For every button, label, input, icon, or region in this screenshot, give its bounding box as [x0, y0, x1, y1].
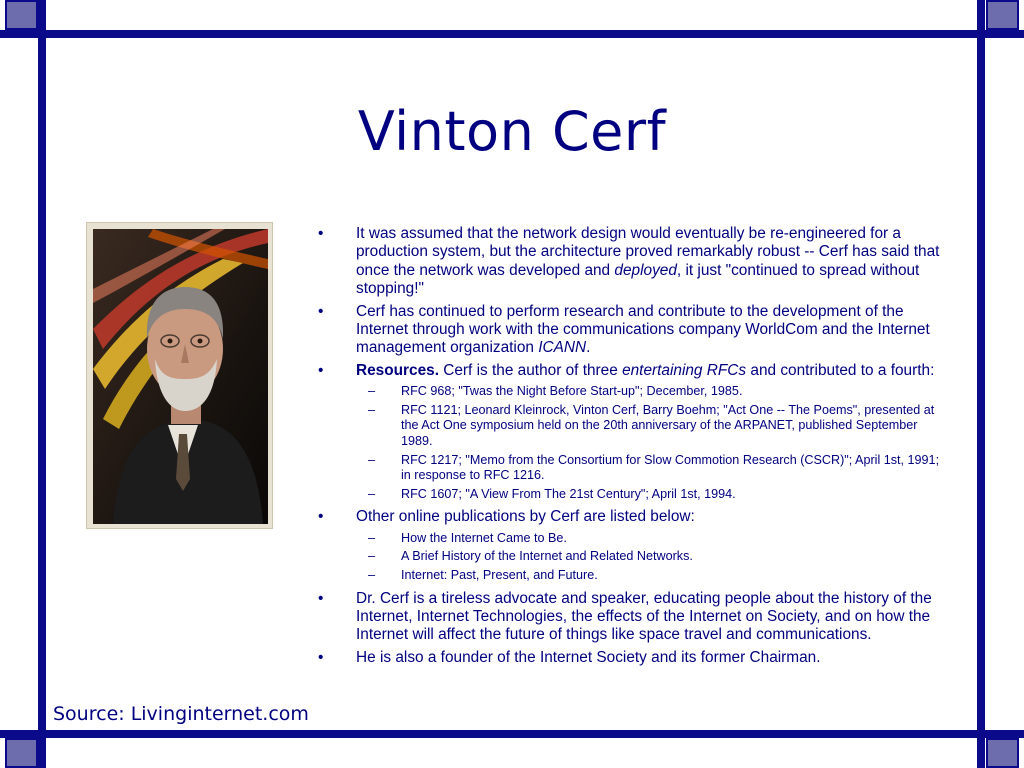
sub-item — [316, 384, 941, 400]
dash-marker: – — [368, 530, 376, 545]
text-run: Dr. Cerf is a tireless advocate and speaker, educating people about the history of the Internet, Internet Technologies, the effects of the Internet on Society, and on how the Internet will affect the future of things like space travel and communications. — [356, 589, 932, 644]
frame-top-bar — [0, 30, 1024, 38]
bullet-marker: • — [318, 302, 324, 320]
dash-marker: – — [368, 549, 376, 564]
bullet-marker: • — [318, 648, 324, 666]
bullet-text — [356, 508, 695, 525]
bullet-item — [316, 362, 941, 380]
sub-item-text: How the Internet Came to Be. — [401, 530, 567, 545]
portrait-image — [93, 229, 268, 524]
corner-top-left — [5, 0, 38, 30]
sub-item — [316, 403, 941, 450]
bullet-list — [316, 225, 941, 671]
dash-marker: – — [368, 568, 376, 582]
bullet-item — [316, 508, 941, 526]
dash-marker: – — [368, 402, 376, 417]
text-run: He is also a founder of the Internet Society and its former Chairman. — [356, 648, 821, 666]
text-run: Resources. — [356, 361, 439, 379]
sub-item — [316, 487, 941, 503]
sub-item-text: RFC 968; "Twas the Night Before Start-up"; December, 1985. — [401, 384, 743, 399]
dash-marker: – — [368, 384, 376, 399]
bullet-item — [316, 225, 941, 299]
text-run: ICANN — [538, 339, 587, 357]
text-run: and contributed to a fourth: — [746, 361, 935, 379]
bullet-text — [356, 590, 932, 644]
text-run: . — [586, 339, 591, 357]
sub-item — [316, 568, 941, 584]
sub-item-text: Internet: Past, Present, and Future. — [401, 568, 598, 582]
text-run: , it just "continued to spread without stopping!" — [356, 261, 920, 298]
bullet-item — [316, 649, 941, 667]
text-run: Cerf has continued to perform research and contribute to the development of the Internet through work with the communications company WorldCom and the Internet management organization — [356, 302, 930, 357]
corner-bottom-right — [986, 738, 1019, 768]
sub-list — [316, 531, 941, 584]
slide-title: Vinton Cerf — [357, 100, 667, 163]
dash-marker: – — [368, 486, 376, 501]
text-run: entertaining RFCs — [622, 361, 747, 379]
bullet-marker: • — [318, 508, 324, 526]
frame-bottom-bar — [0, 730, 1024, 738]
bullet-text — [356, 303, 930, 357]
sub-item-text: RFC 1121; Leonard Kleinrock, Vinton Cerf, Barry Boehm; "Act One -- The Poems", presented at the Act One symposium held on the 20th anniversary of the ARPANET, published September 1989. — [401, 402, 935, 449]
sub-item — [316, 549, 941, 565]
text-run: deployed — [614, 261, 677, 279]
sub-item-text: A Brief History of the Internet and Related Networks. — [401, 549, 693, 564]
sub-item — [316, 453, 941, 484]
portrait-photo — [86, 222, 273, 529]
sub-list — [316, 384, 941, 502]
bullet-item — [316, 590, 941, 645]
sub-item-text: RFC 1217; "Memo from the Consortium for Slow Commotion Research (CSCR)"; April 1st, 1991; in response to RFC 1216. — [401, 452, 940, 483]
sub-item — [316, 531, 941, 547]
bullet-marker: • — [318, 589, 324, 607]
text-run: It was assumed that the network design would eventually be re-engineered for a production system, but the architecture proved remarkably robust -- Cerf has said that once the network was developed and — [356, 225, 940, 279]
corner-top-right — [986, 0, 1019, 30]
bullet-item — [316, 303, 941, 358]
bullet-text — [356, 225, 939, 297]
sub-item-text: RFC 1607; "A View From The 21st Century"; April 1st, 1994. — [401, 486, 736, 501]
bullet-marker: • — [318, 361, 324, 379]
bullet-marker: • — [318, 225, 324, 242]
dash-marker: – — [368, 452, 376, 467]
text-run: Cerf is the author of three — [438, 361, 623, 379]
corner-bottom-left — [5, 738, 38, 768]
bullet-text — [356, 362, 934, 379]
source-caption: Source: Livinginternet.com — [53, 703, 309, 725]
bullet-text — [356, 649, 821, 666]
text-run: Other online publications by Cerf are listed below: — [356, 508, 695, 526]
